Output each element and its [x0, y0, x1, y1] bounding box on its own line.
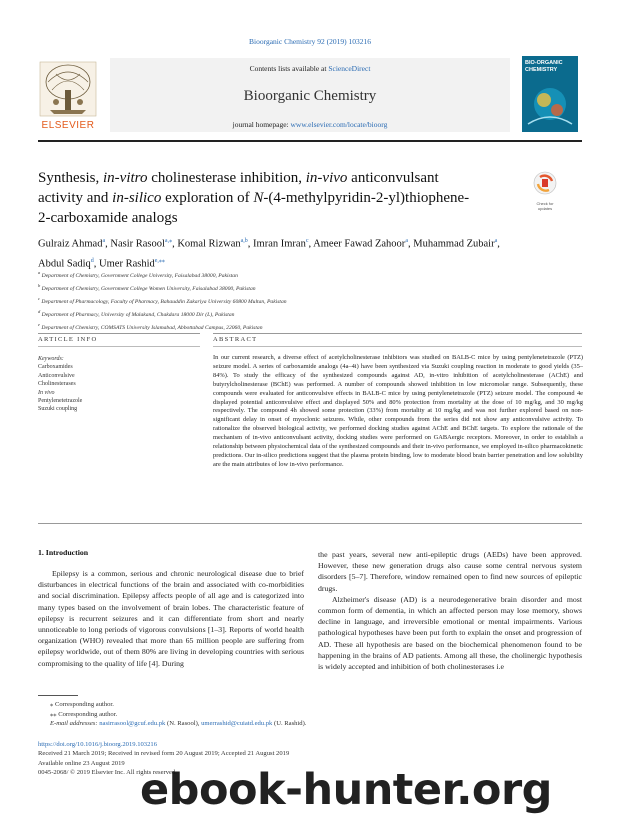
keyword-item: Carboxamides [38, 364, 73, 371]
email-link-rasool[interactable]: nasirrasool@gcuf.edu.pk [99, 720, 166, 728]
email-line: E-mail addresses: nasirrasool@gcuf.edu.pk (N. Rasool), umerrashid@cuiatd.edu.pk (U. Rashid). [50, 720, 307, 728]
homepage-line: journal homepage: www.elsevier.com/locate/bioorg [232, 120, 388, 129]
keyword-item: Anticonvulsive [38, 372, 75, 379]
elsevier-logo [38, 60, 98, 132]
article-info-underline [38, 346, 200, 347]
keyword-item: In vivo [38, 389, 55, 396]
cover-title: BIO-ORGANIC CHEMISTRY [525, 60, 563, 73]
affiliation-marker: a [38, 270, 41, 275]
journal-title: Bioorganic Chemistry [243, 88, 377, 104]
footnote-divider [38, 695, 78, 696]
affiliation-marker: d [38, 309, 41, 315]
affiliation-text: Department of Chemistry, Government College University, Faisalabad 38000, Pakistan [40, 272, 238, 279]
author-name[interactable]: Abdul Sadiq [38, 258, 91, 269]
abstract-bottom-divider [38, 523, 582, 524]
intro-paragraph: Alzheimer's disease (AD) is a neurodegenerative brain disorder and most common form of dementia, in which an affected person may lose memory, shows decline in language, and irreversible emotional or mental impairments. Various pathological hypotheses have been put forth to explain the onset and progression of AD. These all hypothesis are based on the biochemical phenomenon found to be happening in the brains of AD patients. Among all these, the cholinergic hypothesis is widely accepted and inhibition of both cholinesterases i.e [318, 594, 582, 672]
contents-line: Contents lists available at ScienceDirect [249, 64, 371, 73]
author-name[interactable]: Ameer Fawad Zahoor [313, 238, 406, 250]
affiliation-text: Department of Pharmacology, Faculty of Pharmacy, Bahauddin Zakariya University 60800 Multan, Pakistan [40, 298, 287, 305]
keywords-block [38, 355, 188, 414]
author-name[interactable]: Umer Rashid [99, 258, 155, 269]
copyright-line: 0045-2068/ © 2019 Elsevier Inc. All rights reserved. [38, 768, 177, 776]
affiliation-text: Department of Pharmacy, University of Malakand, Chakdara 18000 Dir (L), Pakistan [40, 312, 235, 319]
author-separator: , [497, 238, 500, 250]
author-affiliation-marker[interactable]: a [102, 238, 106, 244]
affiliation-marker: b [38, 283, 41, 289]
author-separator: , [247, 238, 254, 250]
author-affiliation-marker[interactable]: a,⁎ [164, 238, 173, 244]
keyword-item: Pentylenetetrazole [38, 398, 83, 405]
affiliation-item [38, 294, 538, 307]
keyword-item: Suzuki coupling [38, 406, 78, 413]
homepage-link[interactable]: www.elsevier.com/locate/bioorg [290, 120, 388, 129]
author-affiliation-marker[interactable]: a [494, 238, 498, 244]
article-title: Synthesis, in-vitro cholinesterase inhibition, in-vivo anticonvulsant activity and in-silico exploration of N-(4-methylpyridin-2-yl)thiophene-2-carboxamide analogs [38, 170, 470, 226]
author-affiliation-marker[interactable]: c [305, 238, 309, 244]
author-name[interactable]: Gulraiz Ahmad [38, 238, 103, 250]
check-updates-icon [530, 170, 560, 196]
article-info-divider [38, 333, 200, 334]
header-divider [38, 140, 582, 142]
intro-left-column [38, 568, 304, 669]
intro-paragraph: Epilepsy is a common, serious and chronic neurological disease due to brief disturbances in electrical functions of the brain and associated with co-morbidities and social discrimination. Epilepsy affects people of all age and is categorized into many types based on the involvement of brain lobes. The characteristic feature of epilepsy is recurrent seizures and it can differentiate from short and nearly unnoticeable to long periods of vigorous convulsions [1–3]. Reports of world health organization (WHO) revealed that more than 65 million people are suffering from epilepsy worldwide, out of them 80% are living in developing countries with serious compromising to the quality of life [4]. During [38, 569, 304, 668]
affiliation-marker: c [38, 296, 40, 302]
author-separator: , [93, 258, 100, 269]
abstract-heading: ABSTRACT [213, 336, 258, 343]
check-for-updates-button[interactable]: Check for updates [530, 170, 560, 210]
keyword-list [38, 363, 188, 413]
author-separator: , [105, 238, 111, 250]
affiliation-item [38, 268, 538, 281]
article-info-heading: ARTICLE INFO [38, 336, 98, 343]
author-separator: , [172, 238, 178, 250]
elsevier-wordmark: ELSEVIER [41, 120, 95, 131]
journal-cover [522, 56, 578, 132]
affiliation-marker: e [38, 322, 40, 328]
journal-reference[interactable]: Bioorganic Chemistry 92 (2019) 103216 [249, 37, 371, 46]
author-affiliation-marker[interactable]: d [90, 257, 94, 264]
author-separator: , [308, 238, 314, 250]
available-online: Available online 23 August 2019 [38, 759, 125, 767]
footnotes [50, 700, 570, 729]
author-affiliation-marker[interactable]: e,⁎⁎ [154, 257, 165, 264]
author-name[interactable]: Muhammad Zubair [413, 238, 495, 250]
cover-graphic-icon [522, 80, 578, 132]
affiliation-list [38, 268, 538, 333]
author-name[interactable]: Komal Rizwan [177, 238, 241, 250]
intro-paragraph: the past years, several new anti-epileptic drugs (AEDs) have been approved. However, these new generation drugs also cause some central nervous system disorders [5–7]. Therefore, window remained open to find new sources of epileptic drugs. [318, 550, 582, 593]
intro-right-column [318, 549, 582, 672]
affiliation-text: Department of Chemistry, Government College Women University, Faisalabad 38000, Pakistan [40, 285, 256, 292]
corresponding-author-note: ⁎ Corresponding author. [50, 701, 114, 708]
corresponding-author-note: ⁎⁎ Corresponding author. [50, 710, 118, 718]
email-link-rashid[interactable]: umerrashid@cuiatd.edu.pk [201, 720, 273, 728]
abstract-divider [213, 333, 582, 334]
affiliation-item [38, 307, 538, 320]
section-heading: 1. Introduction [38, 548, 89, 557]
doi-link[interactable]: https://doi.org/10.1016/j.bioorg.2019.103216 [38, 741, 157, 748]
abstract-underline [213, 346, 582, 347]
watermark: ebook-hunter.org [140, 765, 552, 815]
author-name[interactable]: Imran Imran [253, 238, 306, 250]
abstract-text: In our current research, a diverse effect of acetylcholinesterase inhibitors was studied on BALB-C mice by using pentylenetetrazole (PTZ) seizure model. A series of carboxamide analogs (4a–4i) have been synthesized via Suzuki coupling reaction in moderate to good yields (35–84%). To study the efficacy of the synthesized compounds against AD, in-vitro inhibition of acetylcholinesterase (AChE) and butyrylcholinesterase (BChE) was performed. A number of compounds showed inhibition in low micromolar range. Subsequently, these compounds were evaluated for anticonvulsive effects in BALB-C mice by using pentylenetetrazole (PTZ) seizure model. The compound 4e displayed potential anticonvulsive effect and displayed 50% and 80% protection from mortality at the dose of 10 mg/kg, and 30 mg/kg respectively. The compound 4h showed some protection (33%) from mortality at 10 mg/kg and was not further explored based on non-significant delay in onset of myoclonic seizures. While, other compounds from the series did not show any anticonvulsive activity. To rationalize the observed biological activity, we performed docking studies against AChE and BChE targets. To explore the rationale of the mechanism of in-vivo anticonvulsant activity, docking studies were performed on GABAergic receptors. Moreover, in order to establish a relationship between physiochemical data of the synthesized compounds and their in-vivo performance, we employed in-silico pharmacokinetic predictions. Our in-silico predictions suggest that the plasma protein binding, low to moderate blood brain barrier penetration and low solubility are the main attributes of low in-vivo performance. [213, 354, 583, 468]
author-separator: , [407, 238, 414, 250]
author-name[interactable]: Nasir Rasool [110, 238, 165, 250]
affiliation-item [38, 281, 538, 294]
received-dates: Received 21 March 2019; Received in revised form 20 August 2019; Accepted 21 August 2019 [38, 750, 290, 758]
author-list [38, 233, 518, 272]
author-affiliation-marker[interactable]: a [405, 238, 408, 244]
keywords-label: Keywords: [38, 356, 64, 362]
author-affiliation-marker[interactable]: a,b [240, 238, 248, 244]
sciencedirect-link[interactable]: ScienceDirect [328, 64, 371, 73]
affiliation-text: Department of Chemistry, COMSATS University Islamabad, Abbottabad Campus, 22060, Pakistan [40, 325, 263, 332]
keyword-item: Cholinesterases [38, 381, 76, 388]
journal-header [110, 58, 510, 132]
affiliation-item [38, 320, 538, 333]
